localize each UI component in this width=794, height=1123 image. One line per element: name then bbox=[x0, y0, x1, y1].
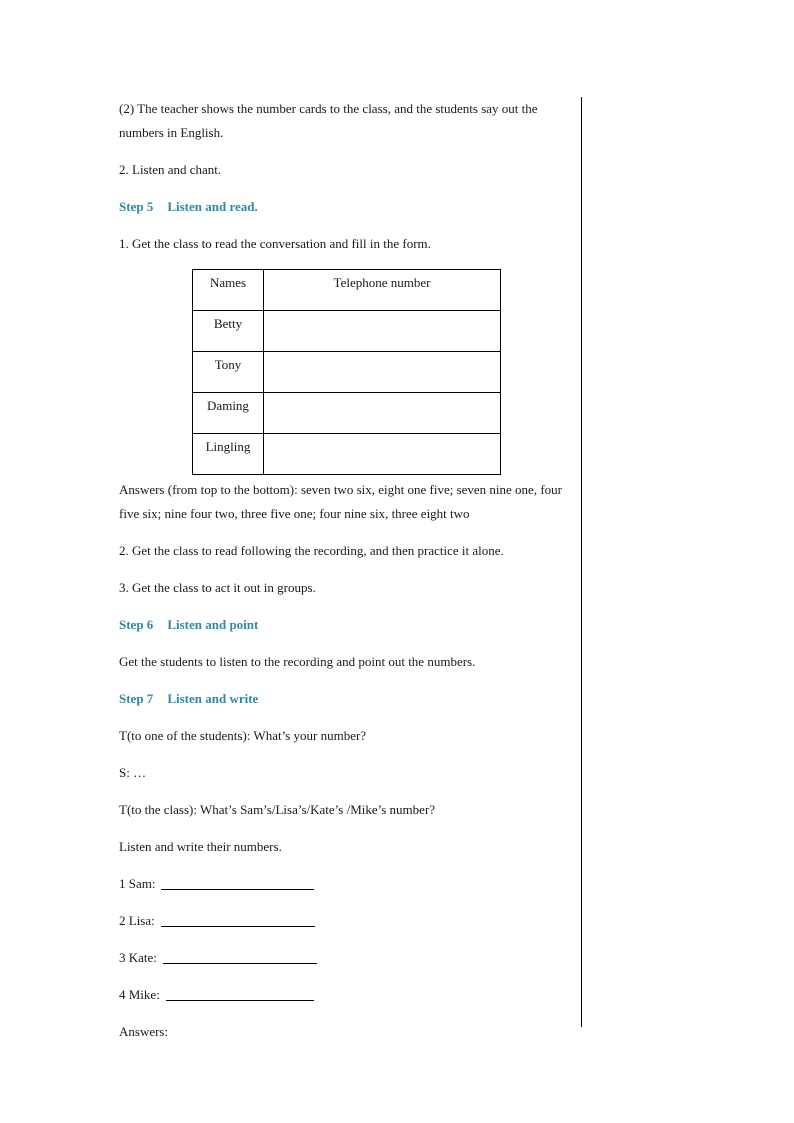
step-title: Listen and point bbox=[167, 617, 259, 632]
step-6-heading bbox=[119, 613, 579, 637]
paragraph: T(to the class): What’s Sam’s/Lisa’s/Kate’s /Mike’s number? bbox=[119, 802, 436, 817]
answer-blank[interactable] bbox=[166, 984, 314, 1001]
table-cell-name: Betty bbox=[193, 311, 264, 352]
step-7-heading bbox=[119, 687, 579, 711]
paragraph: 3. Get the class to act it out in groups. bbox=[119, 580, 316, 595]
telephone-table bbox=[192, 269, 501, 475]
fill-in-label: 1 Sam: bbox=[119, 876, 156, 891]
paragraph: 2. Get the class to read following the recording, and then practice it alone. bbox=[119, 543, 504, 558]
table-row bbox=[193, 393, 501, 434]
paragraph: 2. Listen and chant. bbox=[119, 162, 222, 177]
table-cell-number[interactable] bbox=[264, 434, 501, 475]
fill-in-item bbox=[119, 983, 579, 1007]
answer-blank[interactable] bbox=[161, 910, 315, 927]
answers-paragraph: Answers: bbox=[119, 1024, 169, 1039]
answer-blank[interactable] bbox=[161, 873, 314, 890]
table-cell-name: Daming bbox=[193, 393, 264, 434]
paragraph: Listen and write their numbers. bbox=[119, 839, 282, 854]
step-title: Listen and write bbox=[167, 691, 259, 706]
fill-in-label: 4 Mike: bbox=[119, 987, 160, 1002]
table-cell-number[interactable] bbox=[264, 393, 501, 434]
table-cell-number[interactable] bbox=[264, 311, 501, 352]
paragraph: S: … bbox=[119, 765, 147, 780]
table-header: Names bbox=[193, 270, 264, 311]
step-title: Listen and read. bbox=[167, 199, 258, 214]
paragraph: T(to one of the students): What’s your number? bbox=[119, 728, 367, 743]
table-row bbox=[193, 311, 501, 352]
step-label: Step 7 bbox=[119, 691, 154, 706]
table-row bbox=[193, 434, 501, 475]
answers-paragraph: Answers (from top to the bottom): seven two six, eight one five; seven nine one, four five six; nine four two, three five one; four nine six, three eight two bbox=[119, 482, 562, 521]
fill-in-item bbox=[119, 872, 579, 896]
fill-in-label: 2 Lisa: bbox=[119, 913, 155, 928]
fill-in-item bbox=[119, 946, 579, 970]
step-label: Step 6 bbox=[119, 617, 154, 632]
lesson-plan-body bbox=[119, 97, 579, 1044]
paragraph: Get the students to listen to the recording and point out the numbers. bbox=[119, 654, 476, 669]
answer-blank[interactable] bbox=[163, 947, 317, 964]
paragraph: 1. Get the class to read the conversation and fill in the form. bbox=[119, 236, 431, 251]
table-cell-name: Lingling bbox=[193, 434, 264, 475]
table-header-row bbox=[193, 270, 501, 311]
fill-in-label: 3 Kate: bbox=[119, 950, 157, 965]
step-5-heading bbox=[119, 195, 579, 219]
table-header: Telephone number bbox=[264, 270, 501, 311]
fill-in-item bbox=[119, 909, 579, 933]
margin-rule bbox=[581, 97, 582, 1027]
table-row bbox=[193, 352, 501, 393]
table-cell-number[interactable] bbox=[264, 352, 501, 393]
step-label: Step 5 bbox=[119, 199, 154, 214]
table-cell-name: Tony bbox=[193, 352, 264, 393]
paragraph: (2) The teacher shows the number cards to the class, and the students say out the numbers in English. bbox=[119, 101, 538, 140]
